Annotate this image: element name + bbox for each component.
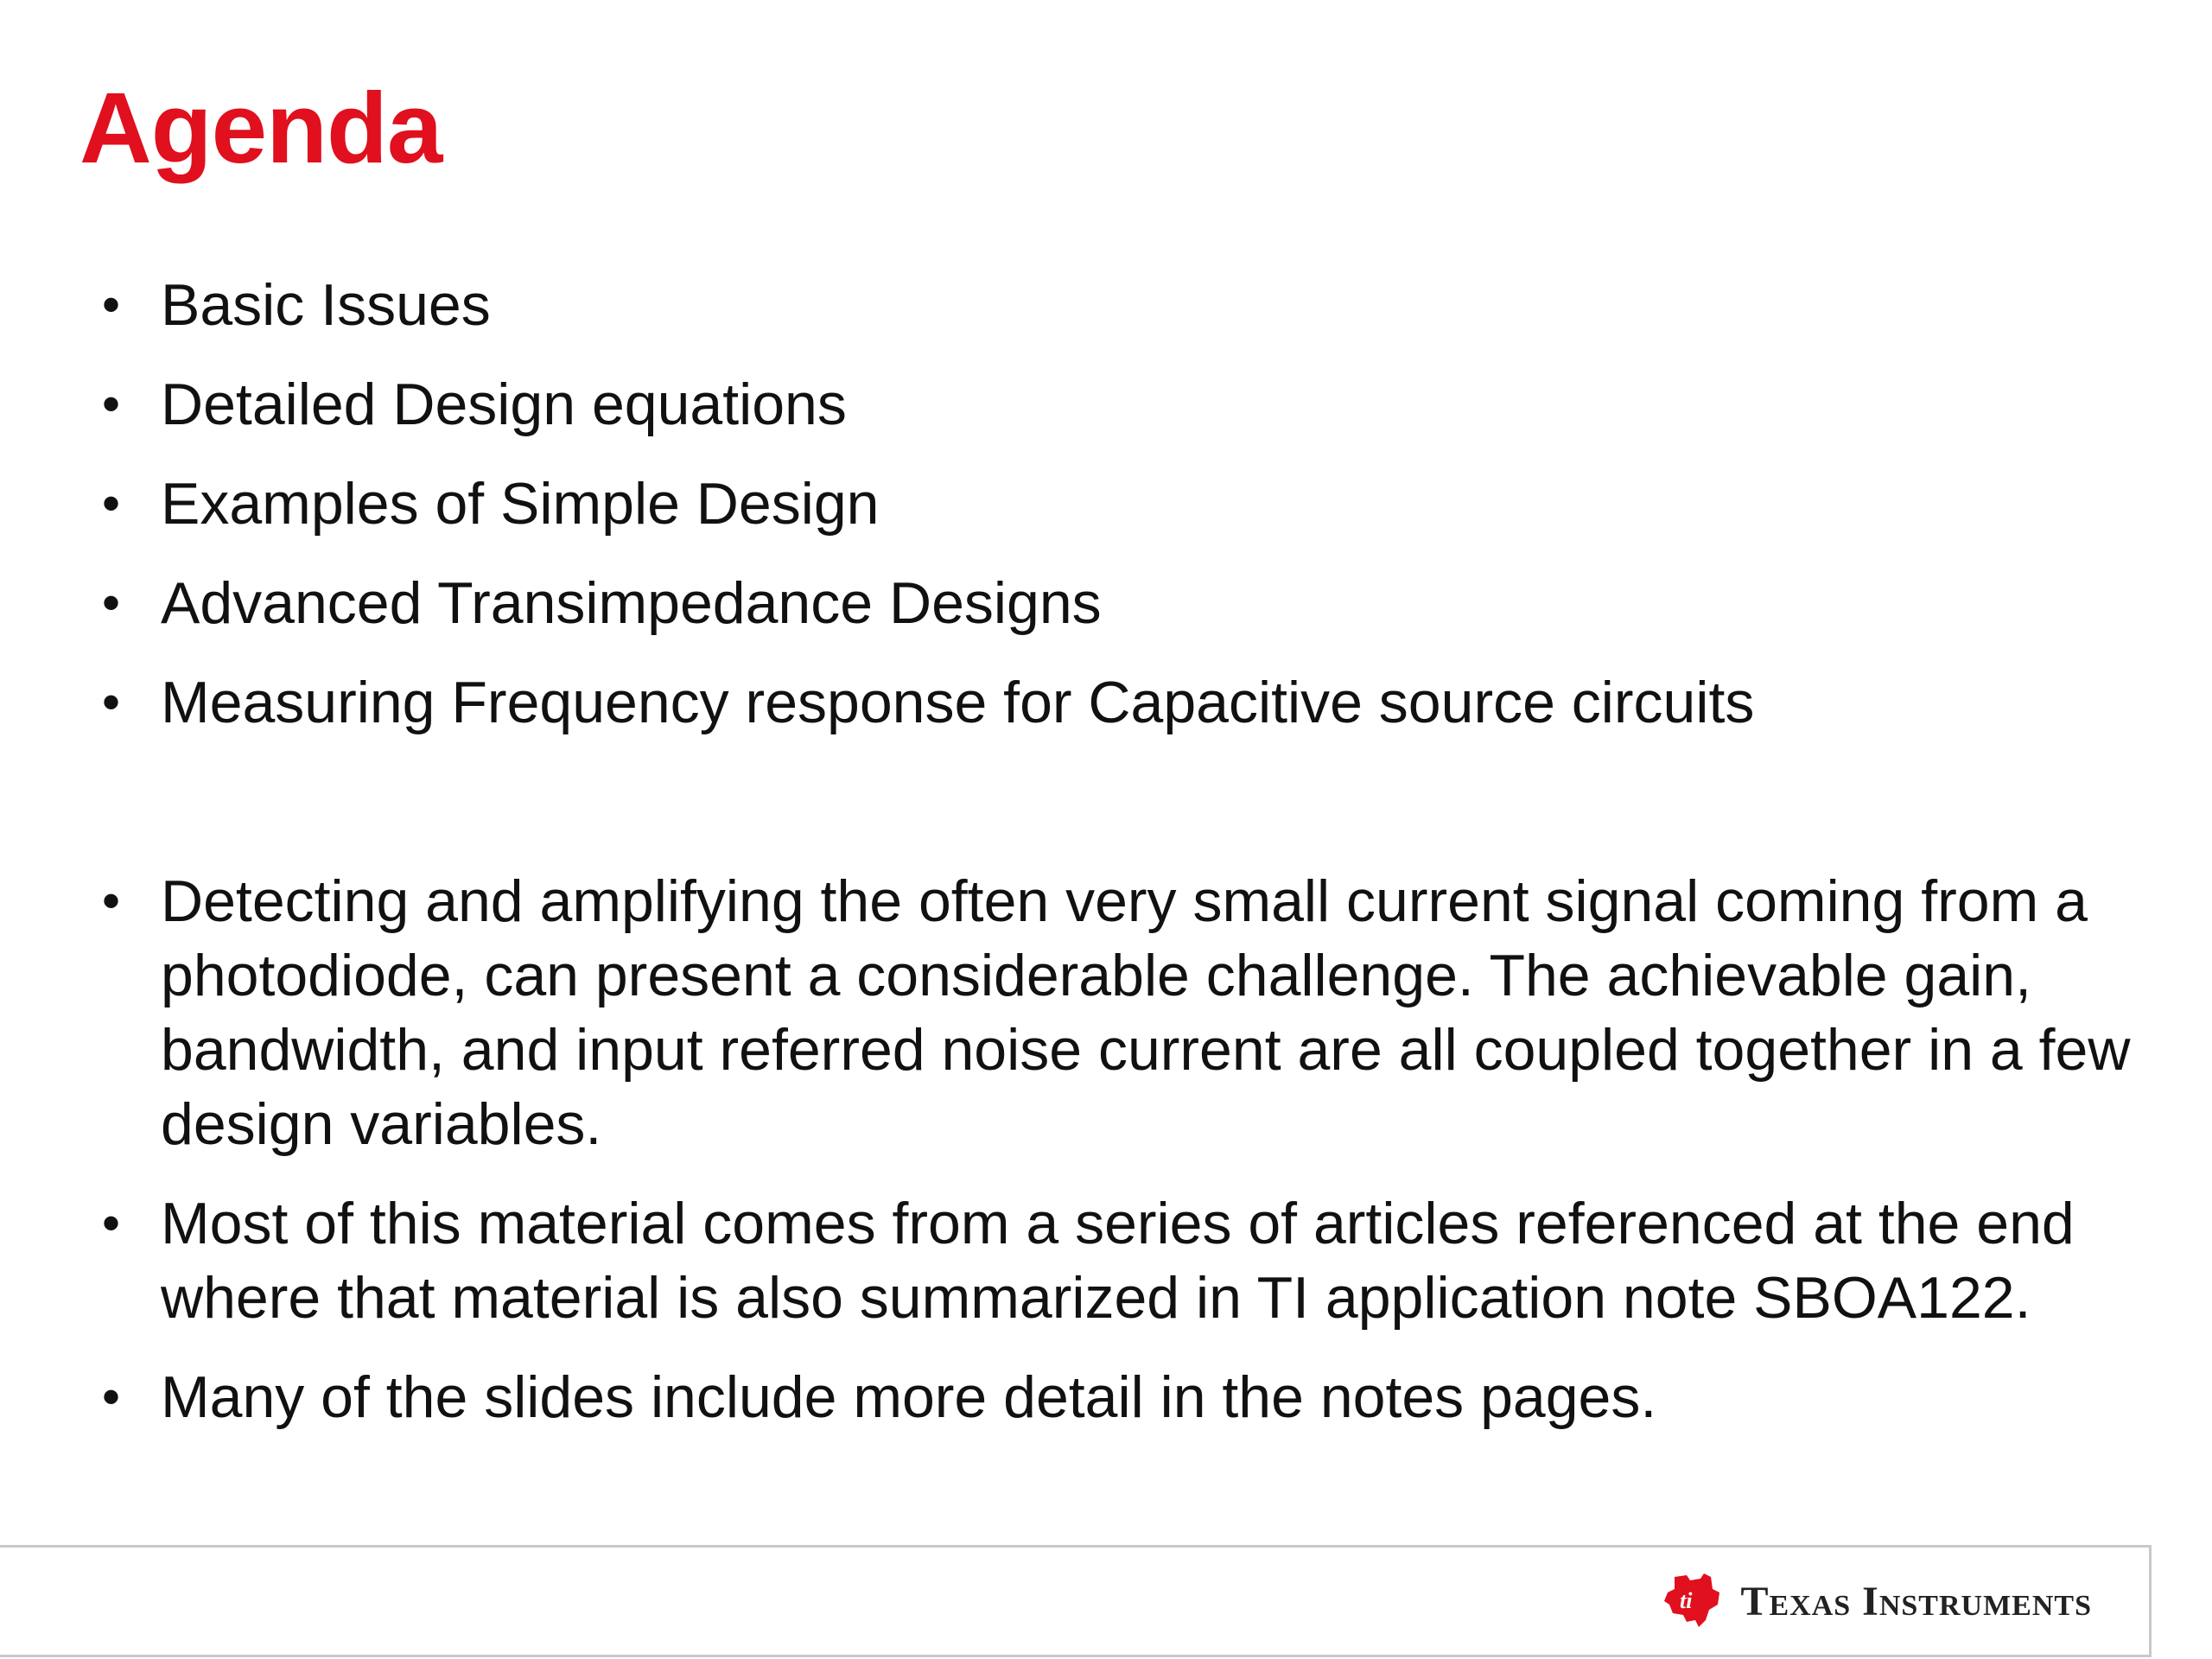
bullet-marker: •: [102, 1368, 121, 1426]
bullet-item: [102, 665, 2141, 740]
ti-logo-text: Texas Instruments: [1740, 1579, 2092, 1624]
bullet-text: Basic Issues: [161, 272, 491, 338]
bullet-marker: •: [102, 574, 121, 632]
bullet-text: Examples of Simple Design: [161, 471, 880, 537]
ti-logo-icon: [1661, 1570, 1725, 1634]
bullet-marker: •: [102, 375, 121, 433]
bullet-item: [102, 1360, 2141, 1434]
bullet-marker: •: [102, 474, 121, 532]
bullet-text: Most of this material comes from a series of articles referenced at the end where that material is also summarized in TI application note SBOA122.: [161, 1191, 2075, 1331]
bullet-item: [102, 268, 2141, 342]
svg-text:ti: ti: [1680, 1588, 1693, 1613]
bullet-marker: •: [102, 276, 121, 334]
bullet-item: [102, 1186, 2141, 1335]
bullet-item: [102, 367, 2141, 442]
bullet-text: Advanced Transimpedance Designs: [161, 570, 1102, 636]
bullet-text: Detailed Design equations: [161, 372, 847, 437]
bullet-item: [102, 467, 2141, 541]
bullet-text: Detecting and amplifying the often very small current signal coming from a photodiode, can present a considerable challenge. The achievable gain, bandwidth, and input referred noise current are all coupled together in a few design variables.: [161, 868, 2131, 1157]
bullet-item: [102, 864, 2141, 1161]
slide-footer: [0, 1545, 2152, 1657]
bullet-text: Many of the slides include more detail in the notes pages.: [161, 1364, 1657, 1430]
ti-logo: [1661, 1570, 2092, 1634]
slide-title: Agenda: [79, 72, 442, 184]
bullet-list: [102, 268, 2141, 1459]
bullet-marker: •: [102, 1194, 121, 1252]
bullet-text: Measuring Frequency response for Capacitive source circuits: [161, 670, 1755, 735]
bullet-marker: •: [102, 673, 121, 731]
bullet-item: [102, 566, 2141, 640]
bullet-marker: •: [102, 872, 121, 930]
